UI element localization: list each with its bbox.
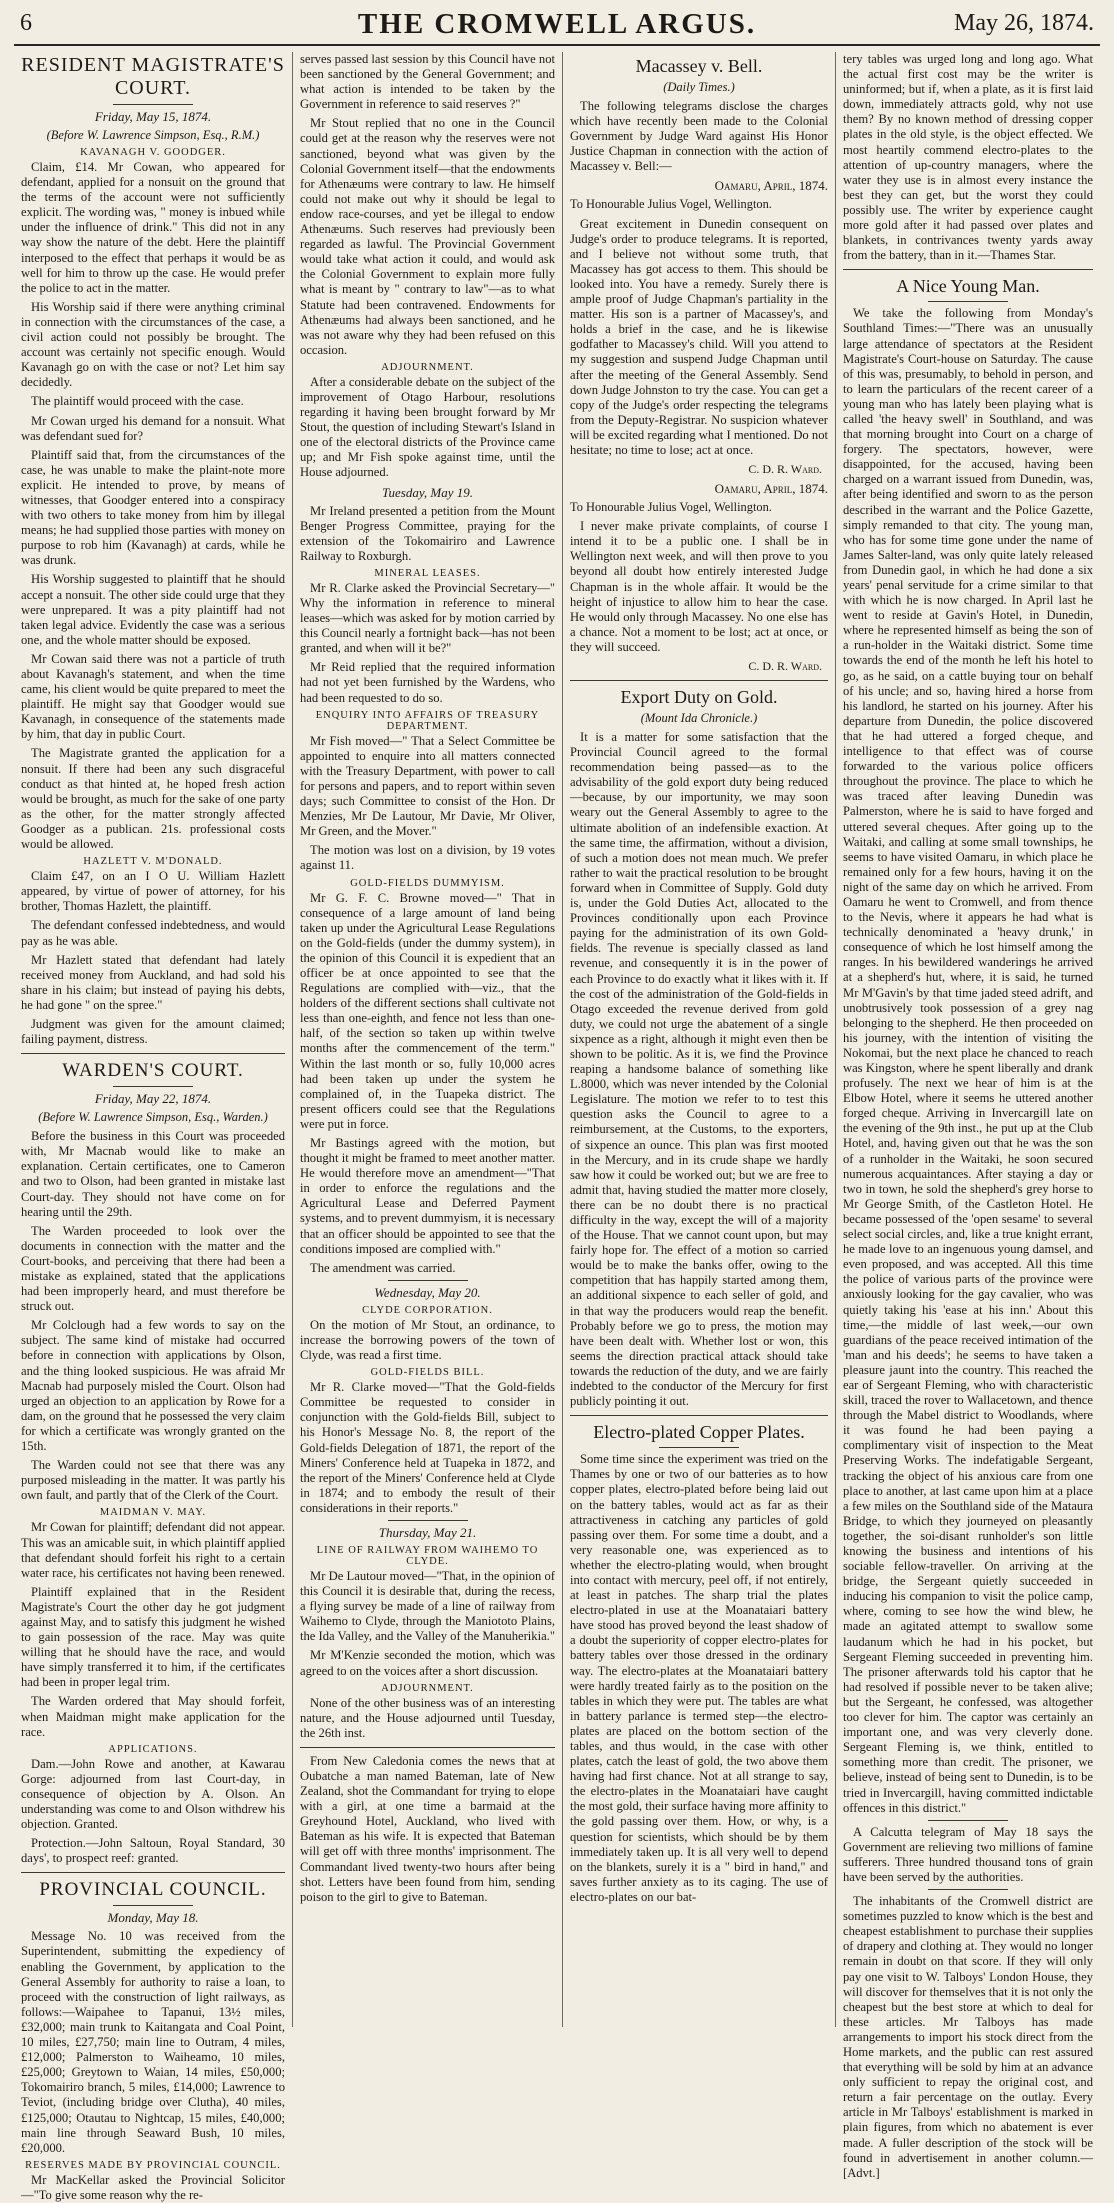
paragraph: The Warden ordered that May should forfeit, when Maidman might make application for the race. <box>21 1694 285 1739</box>
page-number: 6 <box>20 10 32 36</box>
nice-young-man-heading: A Nice Young Man. <box>896 276 1040 297</box>
divider <box>300 1747 555 1748</box>
paragraph: Mr R. Clarke asked the Provincial Secretary—" Why the information in reference to mineral leases—which was asked for by motion carried by this Council nearly a fortnight back—has not been granted, and when will it be?" <box>300 580 555 656</box>
paragraph: Plaintiff said that, from the circumstances of the case, he was unable to make the plaint-note more explicit. He intended to prove, by means of witnesses, that Goodger entered into a conspiracy with two others to take money from him by illegal means; he had supplied those parties with money on purpose to rob him (Kavanagh) at cards, while he was drunk. <box>21 447 285 568</box>
divider <box>928 301 1008 302</box>
paragraph: We take the following from Monday's Southland Times:—"There was an unusually large attendance of spectators at the Resident Magistrate's Court-house on Saturday. The cause of this was, presumably, to behold in person, and to learn the particulars of the recent career of a young man who has lately been playing what is called 'the heavy swell' in Southland, and was that morning brought into Court on a charge of forgery. The spectators, however, were disappointed, for the accused, having been charged on a warrant issued from Dunedin, was, after being identified and sworn to as the person described in the warrant and the Police Gazette, simply remanded to that city. The young man, who has for some time gone under the name of James Salter-land, was only quite lately released from Dunedin gaol, in which he had done a six years' penal servitude for a crime similar to that with which he is now charged. In April last he went to reside at Gavin's Hotel, in Dunedin, where he represented himself as being the son of a run-holder in the Waitaki district. Some time towards the end of the month he left his hotel to go, as he said, on a cattle buying tour on behalf of his uncle; and so, having hired a horse from his landlord, he started on his journey. After his departure from Dunedin, the police discovered that he had uttered a forged cheque, and intelligence to that effect was of course forwarded to the various police officers throughout the province. The place to which he was traced after leaving Dunedin was Palmerston, where he is said to have forged and uttered several cheques. After going up to the Waitaki, and calling at some small townships, he seems to have visited Oamaru, in which place he remained only for a few hours, having it on the night of the same day on which he arrived. From Oamaru he went to Cromwell, and from thence to the Nevis, where it appears he had what is technically denominated a 'heavy drunk,' in consequence of which he lost himself among the ranges. In his bewildered wanderings he arrived at a shepherd's hut, where, it is said, he turned Mr M'Gavin's by that time jaded steed adrift, and unobtrusively took possession of a grey nag belonging to the shepherd. He then proceeded on his journey, with the intention of visiting the Nokomai, but the next place he chanced to reach was Kingston, where he spent liberally and drank profusely. The next we hear of him is at the Elbow Hotel, where it seems he uttered another forged cheque. Arriving in Invercargill late on the evening of the 9th inst., he put up at the Club Hotel, and, having given out that he was the son of a runholder in the Waitaki, he soon secured numerous acquaintances. After staying a day or two in town, he sold the shepherd's grey horse to Mr George Smith, of the Castleton Hotel. He became possessed of the 'open sesame' to several select social circles, and, like a true knight errant, he made love to an ingenuous young damsel, and even proposed, and was accepted. All this time the police of various parts of the province were anxiously looking for the gay cavalier, who was quietly taking his 'ease at his inn.' About this time,—the middle of last week,—our own guardians of the peace received intimation of the 'man and his deeds'; he seems to have taken a pleasure jaunt into the country. This reached the ear of Sergeant Fleming, who with characteristic skill, traced the rover to Wallacetown, and thence through the Mabel district to Woodlands, where it was found he had been paying a complimentary visit of inspection to the Meat Preserving Works. The indefatigable Sergeant, tracking the object of his anxious care from one place to another, at last came upon him at a place a few miles on the Southland side of the Mataura Bridge, to which they journeyed on pleasantly together, the soi-disant runholder's son little knowing the business and intentions of his sociable fellow-traveller. On arriving at the bridge, the Sergeant quietly succeeded in inducing his companion to visit the police camp, where, coming to see how the wind blew, he made an agitated attempt to swallow some laudanum which he had in his pocket, but Sergeant Fleming succeeded in preventing him. The prisoner afterwards told his captor that he had resolved if possible never to be taken alive; but the Sergeant, he confessed, was altogether too clever for him. The captor was certainly an important one, and was very cleverly done. Sergeant Fleming is, we think, entitled to something more than credit. The prisoner, we believe, instead of being sent to Dunedin, is to be tried in Invercargill, having committed indictable offences in this district." <box>843 306 1093 1815</box>
dateline: Oamaru, April, 1874. <box>714 178 828 194</box>
divider <box>113 1905 193 1906</box>
divider <box>113 1086 193 1087</box>
paragraph: Mr Stout replied that no one in the Council could get at the reason why the reserves were not sanctioned, beyond what was given by the Colonial Government itself—that the endowments for Athenæums were contrary to law. He himself could not make out why it should be legal to endow race-courses, and yet be illegal to endow Athenæums. Such reserves had previously been regarded as lawful. The Provincial Government would take what action it could, and would ask the Colonial Government to explain more fully what is meant by " contrary to law"—as to what Statute had been contravened. Endowments for Athenæums had always been sanctioned, and he was not aware why they had been refused on this occasion. <box>300 116 555 357</box>
masthead <box>14 6 1100 46</box>
session-date: Tuesday, May 19. <box>382 484 473 500</box>
paragraph: The defendant confessed indebtedness, and would pay as he was able. <box>21 918 285 948</box>
paragraph: The Magistrate granted the application for a nonsuit. If there had been any such disgraceful conduct as that hinted at, he hoped fresh action would be brought, as much for the sake of one party as the other, for the matter strongly affected Goodger as a publican. 21s. professional costs would be allowed. <box>21 746 285 852</box>
paragraph: The following telegrams disclose the charges which have recently been made to the Colonial Government by Judge Ward against His Honor Justice Chapman in connection with the action of Macassey v. Bell:— <box>570 99 828 174</box>
case-title: HAZLETT V. M'DONALD. <box>83 856 223 868</box>
paragraph: Mr G. F. C. Browne moved—" That in consequence of a large amount of land being taken up under the Agricultural Lease Regulations on the Gold-fields (under the dummy system), in the opinion of this Council it is expedient that an officer be at once appointed to see that the Regulations are complied with—viz., that the holders of the different sections shall cultivate not less than one-eighth, and fence not less than one-half, of the section so taken up within twelve months after the commencement of the term." Within the last month or so, fully 10,000 acres had been taken up under the system he complained of, in the Tuapeka district. The present officers could see that the Regulations were put in force. <box>300 890 555 1131</box>
divider <box>21 1872 285 1873</box>
export-duty-source: (Mount Ida Chronicle.) <box>640 711 758 725</box>
paragraph: Claim, £14. Mr Cowan, who appeared for defendant, applied for a nonsuit on the ground that the terms of the account were not sufficiently explicit. The wording was, " money is inbued while under the influence of drink." This did not in any way show the nature of the debt. Here the plaintiff interposed to the effect that perhaps it would be as well for him to throw up the case. He would prefer the police to act in the matter. <box>21 160 285 295</box>
case-title: ENQUIRY INTO AFFAIRS OF TREASURY DEPARTMENT. <box>315 709 540 732</box>
dateline: Oamaru, April, 1874. <box>714 481 828 497</box>
wardens-court-date: Friday, May 22, 1874. <box>94 1091 212 1107</box>
electro-plated-heading: Electro-plated Copper Plates. <box>593 1422 805 1443</box>
case-title: APPLICATIONS. <box>108 1743 198 1755</box>
paragraph: From New Caledonia comes the news that at Oubatche a man named Bateman, late of New Zealand, shot the Commandant for trying to elope with a girl, at one time a barmaid at the Greyhound Hotel, Auckland, who lived with Bateman as his wife. It is expected that Bateman will get off with three months' imprisonment. The Commandant lived twenty-two hours after being shot. Letters have been found from him, sending poison to the girl to give to Bateman. <box>300 1753 555 1904</box>
case-title: CLYDE CORPORATION. <box>362 1304 493 1316</box>
rm-court-judge: (Before W. Lawrence Simpson, Esq., R.M.) <box>46 128 260 142</box>
case-title: RESERVES MADE BY PROVINCIAL COUNCIL. <box>25 2159 281 2171</box>
divider <box>928 1889 1008 1890</box>
paragraph: Mr Cowan urged his demand for a nonsuit. What was defendant sued for? <box>21 413 285 443</box>
divider <box>113 104 193 105</box>
rm-court-heading: RESIDENT MAGISTRATE'S COURT. <box>21 54 285 99</box>
paragraph: Mr Hazlett stated that defendant had lately received money from Auckland, and had sold his share in his claim; but instead of paying his debts, he had gone " on the spree." <box>21 952 285 1012</box>
paragraph: I never make private complaints, of course I intend it to be a public one. I shall be in Wellington next week, and will then prove to you beyond all doubt how entirely interested Judge Chapman is in the whole affair. It would be the height of injustice to allow him to hear the case. He would only through Macassey. No one else has a chance. Not a moment to be lost; act at once, or they will succeed. <box>570 519 828 654</box>
paragraph: The motion was lost on a division, by 19 votes against 11. <box>300 843 555 873</box>
paragraph: The plaintiff would proceed with the case. <box>31 394 244 409</box>
paragraph: Some time since the experiment was tried on the Thames by one or two of our batteries as to how copper plates, electro-plated before being laid out on the battery tables, would act as far as their attractiveness in catching any particles of gold passing over them. For some time a doubt, and a very reasonable one, was experienced as to whether the electro-plating would, when brought into contact with mercury, peel off, if not entirely, at least in patches. The sharp trial the plates electro-plated in use at the Moanataiari battery have stood has proved beyond the least shadow of a doubt the superiority of copper electro-plates for battery tables over those dressed in the ordinary way. The electro-plates at the Moanataiari battery were hardly treated fairly as to the position on the tables in which they were put. The tables are what in battery parlance is termed step—the electro-plates are placed on the bottom section of the tables, and thus would, in the case with other plates, catch the least of gold, the two above them having had first chance. Not at all strange to say, the electro-plates in the Moanataiari have caught the most gold, their surface having more affinity to the gold passing over them. How, or why, is a question for scientists, which should be by them immediately taken up. It is all very well to depend on the blankets, surely it is a " bird in hand," and saves further anxiety as to its caging. The use of electro-plates on our bat- <box>570 1452 828 1904</box>
macassey-source: (Daily Times.) <box>663 80 735 94</box>
paragraph: Mr Reid replied that the required information had not yet been furnished by the Wardens, who had been requested to do so. <box>300 660 555 705</box>
paragraph: On the motion of Mr Stout, an ordinance, to increase the borrowing powers of the town of Clyde, was read a first time. <box>300 1317 555 1363</box>
case-title: LINE OF RAILWAY FROM WAIHEMO TO CLYDE. <box>316 1544 539 1567</box>
case-title: MAIDMAN V. MAY. <box>99 1507 207 1519</box>
case-title: MINERAL LEASES. <box>374 567 481 579</box>
paragraph: Mr Cowan for plaintiff; defendant did not appear. This was an amicable suit, in which plaintiff applied that defendant should forfeit his right to a certain water race, his certificates not having been renewed. <box>21 1520 285 1580</box>
paragraph: Judgment was given for the amount claimed; failing payment, distress. <box>21 1016 285 1047</box>
wardens-court-judge: (Before W. Lawrence Simpson, Esq., Warden.) <box>38 1110 268 1125</box>
macassey-heading: Macassey v. Bell. <box>635 56 763 76</box>
paragraph: Mr De Lautour moved—"That, in the opinion of this Council it is desirable that, during the recess, a flying survey be made of a line of railway from Waihemo to Clyde, through the Maniototo Plains, the Ida Valley, and the Valley of the Manuherikia." <box>300 1568 555 1644</box>
paragraph: The amendment was carried. <box>310 1260 456 1275</box>
columns <box>14 52 1100 2202</box>
case-title: KAVANAGH V. GOODGER. <box>80 147 226 158</box>
issue-date: May 26, 1874. <box>954 10 1094 36</box>
paragraph: None of the other business was of an interesting nature, and the House adjourned until Tuesday, the 26th inst. <box>300 1695 555 1740</box>
newspaper-title: THE CROMWELL ARGUS. <box>357 8 757 40</box>
case-title: GOLD-FIELDS BILL. <box>370 1367 485 1379</box>
paragraph: Claim £47, on an I O U. William Hazlett appeared, by virtue of power of attorney, for his brother, Thomas Hazlett, the plaintiff. <box>21 869 285 914</box>
paragraph: Mr MacKellar asked the Provincial Solicitor—"To give some reason why the re- <box>21 2172 285 2202</box>
paragraph: The Warden proceeded to look over the documents in connection with the matter and the Court-books, and perceiving that there had been a mistake as explained, stated that the applications had been improperly heard, and must therefore be struck out. <box>21 1223 285 1314</box>
paragraph: Mr R. Clarke moved—"That the Gold-fields Committee be requested to consider in conjunction with the Gold-fields Bill, subject to his Honor's Message No. 8, the report of the Gold-fields Delegation of 1871, the report of the Miners' Conference held at Tuapeka in 1872, and the report of the Miners' Conference held at Clyde in 1874; and to embody the result of their considerations in their reports." <box>300 1380 555 1515</box>
paragraph: The inhabitants of the Cromwell district are sometimes puzzled to know which is the best and cheapest establishment to purchase their supplies of drapery and clothing at. They would no longer remain in doubt on that score. If they will only pay one visit to W. Talboys' London House, they will discover for themselves that it is not only the cheapest but the best store at which to deal for these articles. Mr Talboys has made arrangements to import his stock direct from the Home markets, and the public can rest assured that everything will be sold by him at an advance only sufficient to repay the original cost, and return a fair percentage on the outlay. Every article in Mr Talboys' establishment is marked in plain figures, from which no abatement is ever made. A fuller description of the stock will be found in advertisement in another column.—[Advt.] <box>843 1894 1093 2180</box>
divider <box>843 269 1093 270</box>
paragraph: Protection.—John Saltoun, Royal Standard, 30 days', to prospect reef: granted. <box>21 1836 285 1866</box>
divider <box>21 1053 285 1054</box>
signature: C. D. R. Ward. <box>748 659 822 673</box>
rm-court-date: Friday, May 15, 1874. <box>94 109 212 124</box>
paragraph: Mr Ireland presented a petition from the Mount Benger Progress Committee, praying for the extension of the Tokomairiro and Lawrence Railway to Roxburgh. <box>300 503 555 563</box>
paragraph: A Calcutta telegram of May 18 says the Government are relieving two millions of famine sufferers. Three hundred thousand tons of grain have been served by the authorities. <box>843 1824 1093 1884</box>
case-title: GOLD-FIELDS DUMMYISM. <box>350 877 505 889</box>
paragraph: His Worship suggested to plaintiff that he should accept a nonsuit. The other side could urge that they were unprepared. It was a pity plaintiff had not taken legal advice. Evidently the case was a serious one, and the whole matter should be exposed. <box>21 572 285 647</box>
paragraph: His Worship said if there were anything criminal in connection with the circumstances of the case, a civil action could not possibly be brought. The account was certainly not specific enough. Would Kavanagh go on with the case or not? Let him say decidedly. <box>21 299 285 390</box>
paragraph: Great excitement in Dunedin consequent on Judge's order to produce telegrams. It is reported, and I believe not without some truth, that Macassey has got access to them. This should be looked into. You have a remedy. Surely there is ample proof of Judge Chapman's partiality in the matter. His son is a partner of Macassey's, and holds a brief in the case, and he is likewise godfather to Macassey's child. Will you attend to my suggestion and suspend Judge Chapman until after the meeting of the General Assembly. Send down Judge Johnston to try the case. You can get a copy of the Judge's order respecting the telegrams from the Deputy-Registrar. No suspicion whatever will be excited regarding what I mentioned. Do not hesitate; no time to lose; act at once. <box>570 216 828 457</box>
case-title: ADJOURNMENT. <box>381 361 474 373</box>
divider <box>928 1820 1008 1821</box>
export-duty-heading: Export Duty on Gold. <box>620 687 778 707</box>
session-date: Wednesday, May 20. <box>374 1284 481 1300</box>
paragraph: Dam.—John Rowe and another, at Kawarau Gorge: adjourned from last Court-day, in consequence of objection by A. Olson. An understanding was come to and Olson withdrew his objection. Granted. <box>21 1756 285 1832</box>
column-2 <box>292 52 562 2027</box>
paragraph: Mr Colclough had a few words to say on the subject. The same kind of mistake had occurred before in connection with applications by Olson, and the thing looked suspicious. He was afraid Mr Macnab had purposely misled the Court. Olson had urged an objection to an application by Rowe for a dam, on the ground that he possessed the very claim for which a certificate was wrongly granted on the 15th. <box>21 1318 285 1454</box>
divider <box>570 1415 828 1416</box>
paragraph: Mr M'Kenzie seconded the motion, which was agreed to on the voices after a short discussion. <box>300 1648 555 1678</box>
wardens-court-heading: WARDEN'S COURT. <box>62 1060 244 1082</box>
provincial-council-heading: PROVINCIAL COUNCIL. <box>39 1879 267 1901</box>
paragraph: Mr Bastings agreed with the motion, but thought it might be framed to meet another matter. He would therefore move an amendment—"That in order to enforce the regulations and the Agricultural Lease and Deferred Payment systems, and to prevent dummyism, it is necessary that an officer should be appointed to see that the conditions imposed are complied with." <box>300 1136 555 1256</box>
paragraph: Before the business in this Court was proceeded with, Mr Macnab would like to make an explanation. Certain certificates, one to Cameron and two to Olson, had been granted in mistake last Court-day. They should not have come on for hearing until the 29th. <box>21 1129 285 1219</box>
session-date: Thursday, May 21. <box>378 1524 477 1540</box>
paragraph: After a considerable debate on the subject of the improvement of Otago Harbour, resolutions regarding it having been brought forward by Mr Stout, the question of including Stewart's Island in one of the electoral districts of the Province came up; and Mr Fish spoke against time, until the House adjourned. <box>300 374 555 480</box>
address: To Honourable Julius Vogel, Wellington. <box>570 500 772 515</box>
divider <box>388 1520 468 1521</box>
signature: C. D. R. Ward. <box>748 462 822 477</box>
column-1 <box>14 52 292 2202</box>
column-4 <box>835 52 1100 2180</box>
paragraph: serves passed last session by this Council have not been sanctioned by the General Government; and what action is intended to be taken by the Government in reference to said reserves ?" <box>300 52 555 112</box>
paragraph: Message No. 10 was received from the Superintendent, submitting the expediency of enabling the Government, by application to the General Assembly for authority to raise a loan, to proceed with the construction of light railways, as follows:—Waipahee to Tapanui, 13½ miles, £32,000; main trunk to Kaitangata and Coal Point, 10 miles, £27,750; main line to Outram, 4 miles, £12,000; Palmerston to Waiheamo, 10 miles, £25,000; Greytown to Waian, 14 miles, £50,000; Tokomairiro branch, 5 miles, £14,000; Lawrence to Teviot, (including bridge over Clutha), 40 miles, £125,000; Otautau to Nightcap, 15 miles, £40,000; main line through Seaward Bush, 10 miles, £20,000. <box>21 1929 285 2155</box>
paragraph: Mr Cowan said there was not a particle of truth about Kavanagh's statement, and when the time came, his client would be quite prepared to meet the plaintiff. He might say that Goodger would sue Kavanagh, in consequence of the statements made by him, that day in public Court. <box>21 651 285 742</box>
paragraph: Mr Fish moved—" That a Select Committee be appointed to enquire into all matters connected with the Treasury Department, with power to call for persons and papers, and to report within seven days; such Committee to consist of the Hon. Dr Menzies, Mr De Lautour, Mr Davie, Mr Oliver, Mr Green, and the Mover." <box>300 733 555 839</box>
divider <box>570 680 828 681</box>
case-title: ADJOURNMENT. <box>381 1682 474 1694</box>
paragraph: tery tables was urged long and long ago. What the actual first cost may be the writer is uninformed; but if, when a plate, as it is first laid down, immediately attracts gold, why not use them? By no known method of dressing copper plates in the old style, is the object effected. We most heartily commend electro-plates to the attention of up-country managers, where the water they use is in almost every instance the best they can get, but the worst they could possibly use. The writer by experience caught more gold after it had passed over plates and blankets, in contrivances twenty yards away from the battery, than in it.—Thames Star. <box>843 52 1093 263</box>
paragraph: The Warden could not see that there was any purposed misleading in the matter. It was partly his own fault, and partly that of the Clerk of the Court. <box>21 1458 285 1503</box>
column-3 <box>562 52 835 2027</box>
paragraph: Plaintiff explained that in the Resident Magistrate's Court the other day he got judgment against May, and to satisfy this judgment he wished to gain possession of the race. May was quite willing that he should have the race, and would have simply transferred it to him, if the certificates had been in proper legal trim. <box>21 1584 285 1690</box>
divider <box>659 1447 739 1448</box>
paragraph: It is a matter for some satisfaction that the Provincial Council agreed to the formal recommendation being passed—as to the advisability of the gold export duty being reduced—because, by our importunity, we may soon weary out the General Assembly to agree to the ultimate abolition of an indefensible exaction. At the same time, the affirmation, without a division, of such a motion does not mean much. We prefer rather to wait the practical resolution to be brought forward when in Committee of Supply. Gold duty is, under the Gold Duties Act, allocated to the Provinces conditionally upon each Province paying for the administration of its own Gold-fields. The revenue is specially classed as land revenue, and consequently it is in the power of each Province to do exactly what it likes with it. If the cost of the administration of the Gold-fields in Otago exceeded the revenue derived from gold duty, we could not urge the abatement of a single sixpence as a right, although it might even then be shown to be politic. As it is, we find the Province reaping a handsome balance of something like L.8000, which was never intended by the Colonial Legislature. The motion we refer to to test this question asks the Council to agree to a reimbursement, at the Customs, to the exporters, of sixpence an ounce. This plan was first mooted in the Mercury, and in its crude shape we hardly saw how it could be worked out; but we are free to admit that, having studied the matter more closely, there can be no doubt there is no practical difficulty in the way, except the will of a majority of the House. That we cannot count upon, but may fairly hope for. The effect of a motion so carried would be to make the banks offer, owing to the competition that has happily started among them, an additional sixpence to each seller of gold, and in that way the producers would reap the benefit. Probably before we go to press, the motion may have been dealt with. Whether lost or won, this seems the direction practical attack should take towards the reduction of the duty, and we are fairly indebted to the conductor of the Mercury for first publicly pointing it out. <box>570 730 828 1409</box>
provincial-council-date: Monday, May 18. <box>107 1910 199 1926</box>
address: To Honourable Julius Vogel, Wellington. <box>570 197 772 212</box>
divider <box>388 1280 468 1281</box>
